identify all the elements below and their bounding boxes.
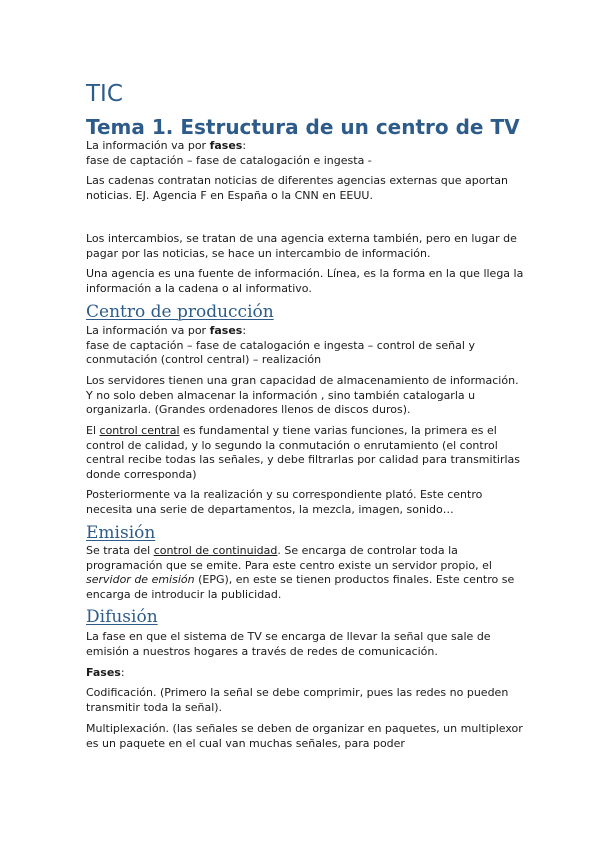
intro-paragraph-1 — [86, 139, 526, 168]
emision-p1-mid: . Se encarga de controlar toda la programación que se emite. Para este centro existe un servidor propio, el — [86, 544, 492, 572]
intro-p1-text: La información va por — [86, 139, 210, 152]
intro-p1-phases: fase de captación – fase de catalogación e ingesta - — [86, 153, 372, 167]
produccion-p1-colon: : — [242, 324, 247, 337]
intro-p1-colon: : — [242, 139, 247, 152]
produccion-paragraph-3 — [86, 424, 526, 482]
produccion-paragraph-4: Posteriormente va la realización y su correspondiente plató. Este centro necesita una serie de departamentos, la mezcla, imagen, sonido… — [86, 488, 483, 516]
produccion-p3-text: El — [86, 424, 100, 437]
document-title: TIC — [86, 81, 123, 107]
fases-colon: : — [120, 666, 125, 679]
difusion-heading-text: Difusión — [86, 607, 158, 627]
difusion-paragraph-3: Multiplexación. (las señales se deben de organizar en paquetes, un multiplexor es un paquete en el cual van muchas señales, para poder — [86, 722, 523, 750]
section-heading-produccion — [86, 302, 526, 322]
intro-p1-bold: fases — [209, 139, 243, 152]
produccion-paragraph-2: Los servidores tienen una gran capacidad de almacenamiento de información. Y no solo deben almacenar la información , sino también catalogarla u organizarla. (Grandes ordenadores llenos de discos duros). — [86, 374, 519, 416]
difusion-fases-label — [86, 666, 526, 681]
produccion-p1-phases: fase de captación – fase de catalogación e ingesta – control de señal y conmutación (control central) – realización — [86, 338, 475, 366]
intro-paragraph-3: Los intercambios, se tratan de una agencia externa también, pero en lugar de pagar por las noticias, se hace un intercambio de información. — [86, 232, 517, 260]
intro-paragraph-2: Las cadenas contratan noticias de diferentes agencias externas que aportan noticias. EJ. Agencia F en España o la CNN en EEUU. — [86, 174, 509, 202]
produccion-heading-text: Centro de producción — [86, 302, 274, 322]
intro-paragraph-4: Una agencia es una fuente de información. Línea, es la forma en la que llega la información a la cadena o al informativo. — [86, 267, 524, 295]
produccion-p1-text: La información va por — [86, 324, 210, 337]
topic-heading: Tema 1. Estructura de un centro de TV — [86, 115, 520, 139]
produccion-p3-rest: es fundamental y tiene varias funciones, la primera es el control de calidad, y lo segundo la conmutación o enrutamiento (el control central recibe todas las señales, y debe filtrarlas por calidad para transmitirlas donde corresponda) — [86, 424, 520, 481]
fases-bold: Fases — [86, 666, 121, 679]
control-central-term: control central — [99, 424, 180, 437]
emision-heading-text: Emisión — [86, 523, 156, 543]
section-heading-emision — [86, 523, 526, 543]
section-heading-difusion — [86, 607, 526, 627]
difusion-paragraph-1: La fase en que el sistema de TV se encarga de llevar la señal que sale de emisión a nuestros hogares a través de redes de comunicación. — [86, 630, 491, 658]
produccion-paragraph-1 — [86, 324, 526, 368]
difusion-paragraph-2: Codificación. (Primero la señal se debe comprimir, pues las redes no pueden transmitir toda la señal). — [86, 686, 509, 714]
produccion-p1-bold: fases — [209, 324, 243, 337]
emision-p1-rest: (EPG), en este se tienen productos finales. Este centro se encarga de introducir la publicidad. — [86, 573, 515, 601]
emision-paragraph-1 — [86, 544, 526, 602]
servidor-emision-term: servidor de emisión — [86, 573, 195, 586]
emision-p1-text: Se trata del — [86, 544, 154, 557]
control-continuidad-term: control de continuidad — [153, 544, 278, 557]
